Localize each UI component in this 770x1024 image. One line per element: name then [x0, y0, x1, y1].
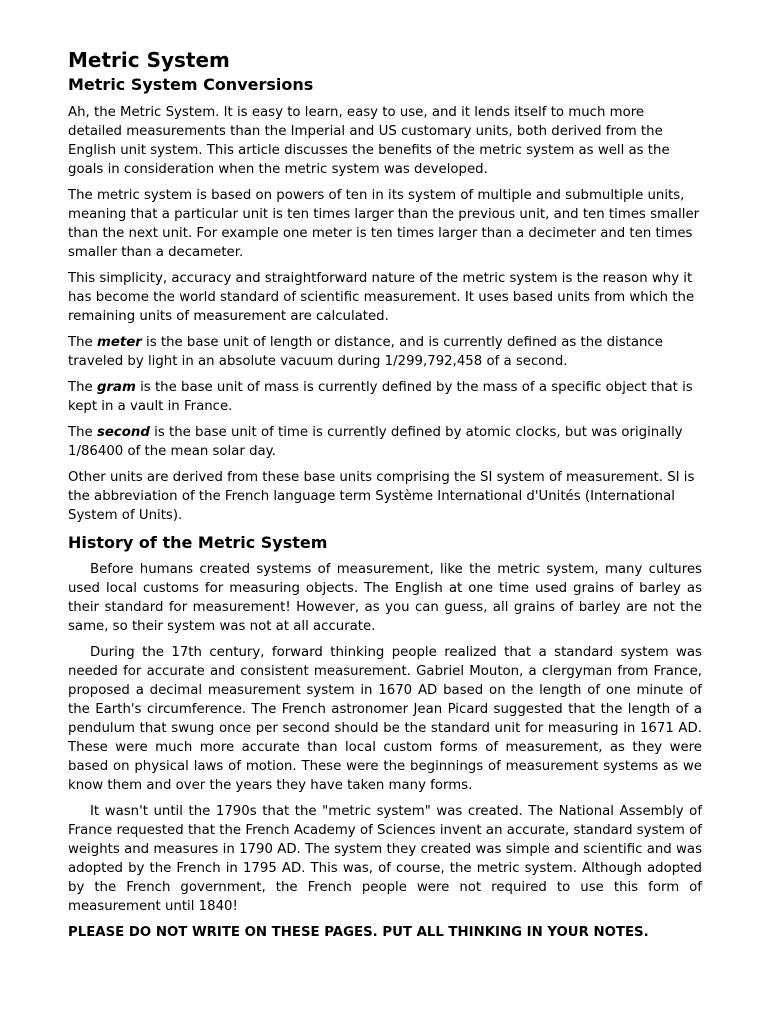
meter-prefix: The	[68, 335, 97, 350]
meter-paragraph	[68, 333, 702, 371]
second-term: second	[96, 425, 150, 440]
intro-paragraph-2: The metric system is based on powers of ten in its system of multiple and submultiple units, meaning that a particular unit is ten times larger than the previous unit, and ten times smaller than the next unit. For example one meter is ten times larger than a decimeter and ten times smaller than a decameter.	[68, 188, 700, 260]
document-page	[68, 46, 702, 949]
page-subtitle: Metric System Conversions	[68, 75, 314, 94]
gram-text: is the base unit of mass is currently defined by the mass of a specific object that is kept in a vault in France.	[68, 380, 693, 414]
intro-paragraph-3: This simplicity, accuracy and straightforward nature of the metric system is the reason why it has become the world standard of scientific measurement. It uses based units from which the remaining units of measurement are calculated.	[68, 271, 695, 324]
history-paragraph-1: Before humans created systems of measurement, like the metric system, many cultures used local customs for measuring objects. The English at one time used grains of barley as their standard for measurement! However, as you can guess, all grains of barley are not the same, so their system was not at all accurate.	[68, 562, 702, 634]
history-paragraph-2: During the 17th century, forward thinking people realized that a standard system was needed for accurate and consistent measurement. Gabriel Mouton, a clergyman from France, proposed a decimal measurement system in 1670 AD based on the length of one minute of the Earth's circumference. The French astronomer Jean Picard suggested that the length of a pendulum that swung once per second should be the standard unit for measuring in 1671 AD. These were much more accurate than local custom forms of measurement, as they were based on physical laws of motion. These were the beginnings of measurement systems as we know them and over the years they have taken many forms.	[68, 645, 702, 793]
gram-prefix: The	[68, 380, 97, 395]
intro-paragraph-1: Ah, the Metric System. It is easy to learn, easy to use, and it lends itself to much more detailed measurements than the Imperial and US customary units, both derived from the English unit system. This article discusses the benefits of the metric system as well as the goals in consideration when the metric system was developed.	[68, 105, 670, 177]
page-title: Metric System	[68, 48, 230, 72]
gram-term: gram	[96, 380, 136, 395]
notice-text: PLEASE DO NOT WRITE ON THESE PAGES. PUT ALL THINKING IN YOUR NOTES.	[68, 925, 649, 940]
meter-term: meter	[96, 335, 142, 350]
si-paragraph: Other units are derived from these base units comprising the SI system of measurement. SI is the abbreviation of the French language term Système International d'Unités (International System of Units).	[68, 470, 695, 523]
history-paragraph-3: It wasn't until the 1790s that the "metric system" was created. The National Assembly of France requested that the French Academy of Sciences invent an accurate, standard system of weights and measures in 1790 AD. The system they created was simple and scientific and was adopted by the French in 1795 AD. This was, of course, the metric system. Although adopted by the French government, the French people were not required to use this form of measurement until 1840!	[68, 804, 702, 914]
meter-text: is the base unit of length or distance, and is currently defined as the distance traveled by light in an absolute vacuum during 1/299,792,458 of a second.	[68, 335, 663, 369]
gram-paragraph	[68, 378, 702, 416]
second-prefix: The	[68, 425, 97, 440]
second-text: is the base unit of time is currently defined by atomic clocks, but was originally 1/86400 of the mean solar day.	[68, 425, 683, 459]
second-paragraph	[68, 423, 702, 461]
history-heading: History of the Metric System	[68, 533, 328, 552]
